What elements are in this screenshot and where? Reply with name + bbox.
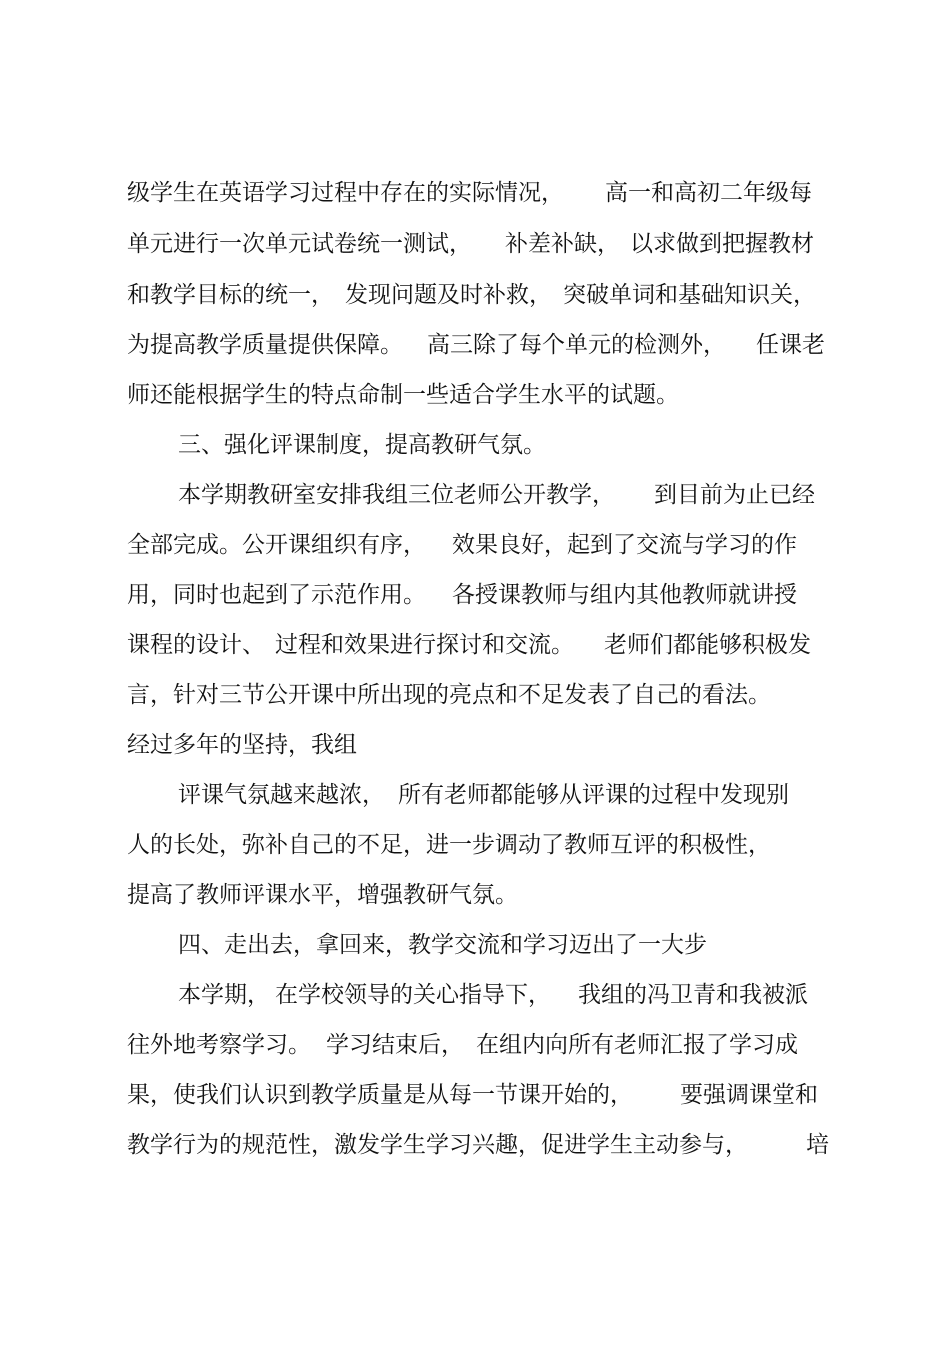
text-segment: 本学期，	[178, 982, 270, 1008]
text-segment: 单元进行一次单元试卷统一测试，	[127, 231, 472, 257]
text-line	[0, 528, 950, 562]
text-segment: 突破单词和基础知识关，	[563, 282, 816, 308]
text-segment: 学习结束后，	[326, 1032, 464, 1058]
text-segment: 效果良好，起到了交流与学习的作	[452, 532, 797, 558]
text-segment: 补差补缺，	[505, 231, 620, 257]
text-segment: 言，针对三节公开课中所出现的亮点和不足发表了自己的看法。	[127, 682, 771, 708]
text-segment: 高三除了每个单元的检测外，	[427, 332, 726, 358]
text-segment: 我组的冯卫青和我被派	[578, 982, 808, 1008]
text-segment: 提高了教师评课水平，增强教研气氛。	[127, 882, 518, 908]
text-segment: 老师们都能够积极发	[604, 632, 811, 658]
text-line	[0, 628, 950, 662]
text-line	[0, 878, 950, 912]
text-segment: 以求做到把握教材	[630, 231, 814, 257]
text-segment: 为提高教学质量提供保障。	[127, 332, 403, 358]
text-line	[0, 678, 950, 712]
text-segment: 用，同时也起到了示范作用。	[127, 582, 426, 608]
text-line	[0, 378, 950, 412]
text-segment: 本学期教研室安排我组三位老师公开教学，	[178, 482, 615, 508]
text-line	[0, 176, 950, 210]
text-line	[0, 1128, 950, 1162]
text-line	[0, 578, 950, 612]
text-segment: 所有老师都能够从评课的过程中发现别	[398, 782, 789, 808]
text-segment: 全部完成。公开课组织有序，	[127, 532, 426, 558]
text-segment: 培	[806, 1132, 829, 1158]
text-line	[0, 978, 950, 1012]
section-heading	[0, 928, 950, 962]
text-line	[0, 278, 950, 312]
text-line	[0, 1028, 950, 1062]
text-segment: 往外地考察学习。	[127, 1032, 311, 1058]
text-segment: 师还能根据学生的特点命制一些适合学生水平的试题。	[127, 382, 679, 408]
text-segment: 评课气氛越来越浓，	[178, 782, 385, 808]
text-line	[0, 328, 950, 362]
text-line	[0, 828, 950, 862]
text-line	[0, 778, 950, 812]
text-segment: 到目前为止已经	[654, 482, 815, 508]
text-line	[0, 227, 950, 261]
heading-text: 三、强化评课制度，提高教研气氛。	[178, 432, 546, 458]
text-segment: 人的长处，弥补自己的不足，进一步调动了教师互评的积极性，	[127, 832, 771, 858]
text-segment: 级学生在英语学习过程中存在的实际情况，	[127, 180, 564, 206]
text-segment: 过程和效果进行探讨和交流。	[275, 632, 574, 658]
text-segment: 经过多年的坚持，我组	[127, 732, 357, 758]
text-segment: 在组内向所有老师汇报了学习成	[476, 1032, 798, 1058]
section-heading	[0, 428, 950, 462]
text-segment: 要强调课堂和	[680, 1082, 818, 1108]
text-line	[0, 478, 950, 512]
text-segment: 和教学目标的统一，	[127, 282, 334, 308]
text-segment: 发现问题及时补救，	[345, 282, 552, 308]
text-line	[0, 1078, 950, 1112]
text-segment: 在学校领导的关心指导下，	[275, 982, 551, 1008]
text-segment: 教学行为的规范性，激发学生学习兴趣，促进学生主动参与，	[127, 1132, 748, 1158]
heading-text: 四、走出去，拿回来，教学交流和学习迈出了一大步	[178, 932, 707, 958]
text-segment: 各授课教师与组内其他教师就讲授	[452, 582, 797, 608]
text-segment: 果，使我们认识到教学质量是从每一节课开始的，	[127, 1082, 633, 1108]
text-segment: 课程的设计、	[127, 632, 265, 658]
text-segment: 高一和高初二年级每	[605, 180, 812, 206]
text-line	[0, 728, 950, 762]
text-segment: 任课老	[756, 332, 825, 358]
